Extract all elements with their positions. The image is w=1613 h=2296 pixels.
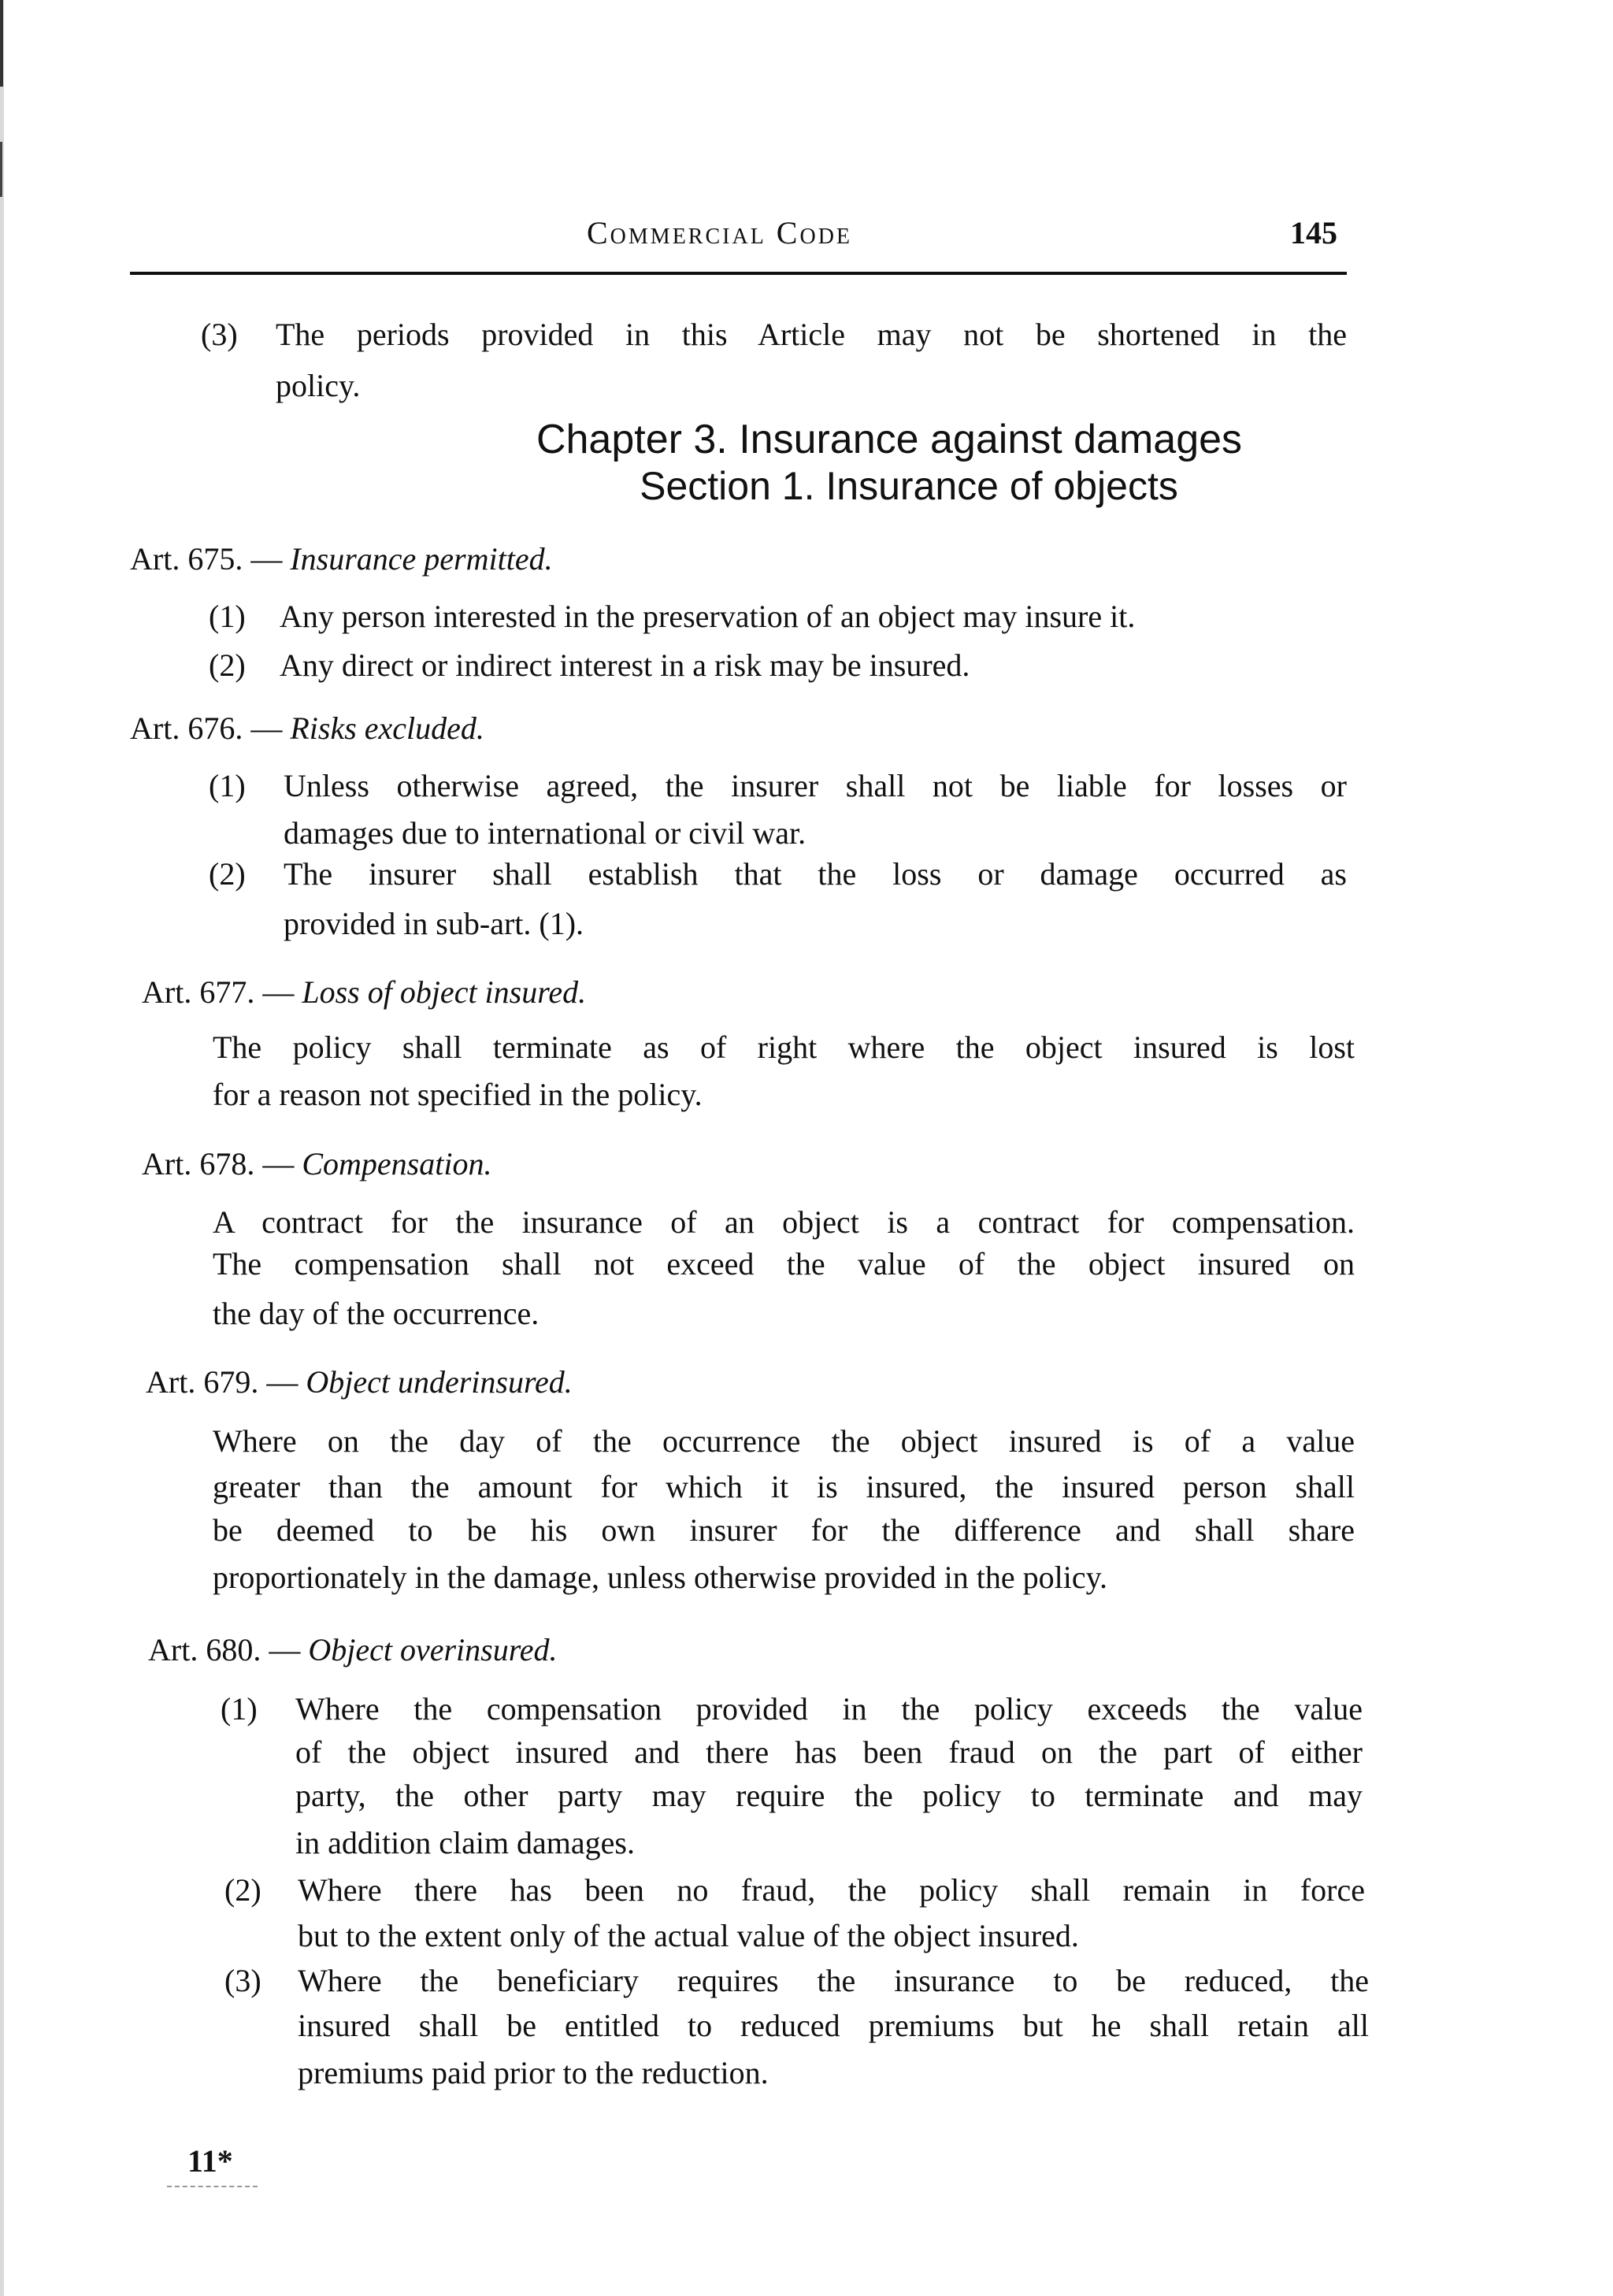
article-title: Compensation. xyxy=(302,1146,492,1181)
subarticle-marker: (2) xyxy=(224,1872,261,1908)
signature-underline xyxy=(167,2186,258,2187)
article-heading xyxy=(148,1634,558,1666)
article-title: Insurance permitted. xyxy=(290,541,553,577)
article-title: Loss of object insured. xyxy=(302,974,587,1010)
scan-edge-mark xyxy=(0,142,2,197)
signature-mark: 11* xyxy=(187,2143,233,2179)
subarticle-marker: (1) xyxy=(221,1691,258,1727)
header-rule xyxy=(130,272,1347,275)
subarticle-text: Unless otherwise agreed, the insurer shall not be liable for losses or xyxy=(284,768,1347,803)
subarticle-marker: (2) xyxy=(209,647,246,683)
scan-edge-mark xyxy=(0,0,3,87)
clause-marker: (3) xyxy=(201,317,238,352)
article-text: for a reason not specified in the policy. xyxy=(213,1077,703,1112)
article-label: Art. 675. — xyxy=(130,541,283,577)
subarticle-text: Any direct or indirect interest in a risk may be insured. xyxy=(280,647,970,683)
article-heading xyxy=(146,1364,573,1400)
article-text: greater than the amount for which it is insured, the insured person shall xyxy=(213,1469,1355,1504)
article-label: Art. 677. — xyxy=(142,974,295,1010)
chapter-title: Chapter 3. Insurance against damages xyxy=(536,417,1243,462)
article-text: The compensation shall not exceed the value of the object insured on xyxy=(213,1246,1355,1282)
article-title: Risks excluded. xyxy=(290,710,484,746)
article-heading xyxy=(130,543,553,575)
article-heading xyxy=(130,710,484,746)
subarticle-text: Where the compensation provided in the policy exceeds the value xyxy=(295,1691,1363,1727)
subarticle-marker: (3) xyxy=(224,1963,261,1998)
page-edge xyxy=(0,0,4,2296)
subarticle-text: party, the other party may require the policy to terminate and may xyxy=(295,1778,1363,1813)
article-title: Object underinsured. xyxy=(306,1364,573,1400)
subarticle-marker: (1) xyxy=(209,599,246,634)
subarticle-marker: (1) xyxy=(209,768,246,803)
article-heading xyxy=(142,1148,491,1180)
clause-text: policy. xyxy=(276,368,361,403)
subarticle-text: damages due to international or civil war. xyxy=(284,815,806,851)
clause-text: The periods provided in this Article may not be shortened in the xyxy=(276,317,1347,352)
section-title: Section 1. Insurance of objects xyxy=(640,464,1178,508)
page-number: 145 xyxy=(1290,215,1337,250)
article-text: be deemed to be his own insurer for the difference and shall share xyxy=(213,1512,1355,1548)
article-title: Object overinsured. xyxy=(308,1632,558,1667)
article-text: Where on the day of the occurrence the object insured is of a value xyxy=(213,1423,1355,1459)
article-label: Art. 678. — xyxy=(142,1146,295,1181)
subarticle-text: in addition claim damages. xyxy=(295,1825,635,1860)
article-text: A contract for the insurance of an object is a contract for compensation. xyxy=(213,1204,1355,1240)
subarticle-text: of the object insured and there has been fraud on the part of either xyxy=(295,1734,1363,1770)
article-heading xyxy=(142,974,587,1010)
subarticle-text: provided in sub-art. (1). xyxy=(284,906,584,941)
page-header xyxy=(130,214,1347,269)
article-text: The policy shall terminate as of right where the object insured is lost xyxy=(213,1029,1355,1065)
subarticle-text: Any person interested in the preservation of an object may insure it. xyxy=(280,599,1136,634)
subarticle-text: The insurer shall establish that the loss or damage occurred as xyxy=(284,856,1347,892)
subarticle-text: but to the extent only of the actual value of the object insured. xyxy=(298,1918,1079,1953)
subarticle-text: premiums paid prior to the reduction. xyxy=(298,2055,769,2090)
running-title: Commercial Code xyxy=(587,215,853,250)
article-label: Art. 676. — xyxy=(130,710,283,746)
subarticle-text: Where there has been no fraud, the policy shall remain in force xyxy=(298,1872,1365,1908)
article-text: proportionately in the damage, unless otherwise provided in the policy. xyxy=(213,1560,1108,1595)
subarticle-text: insured shall be entitled to reduced premiums but he shall retain all xyxy=(298,2008,1369,2043)
subarticle-text: Where the beneficiary requires the insurance to be reduced, the xyxy=(298,1963,1369,1998)
subarticle-marker: (2) xyxy=(209,856,246,892)
article-label: Art. 679. — xyxy=(146,1364,298,1400)
article-label: Art. 680. — xyxy=(148,1632,301,1667)
article-text: the day of the occurrence. xyxy=(213,1296,540,1331)
